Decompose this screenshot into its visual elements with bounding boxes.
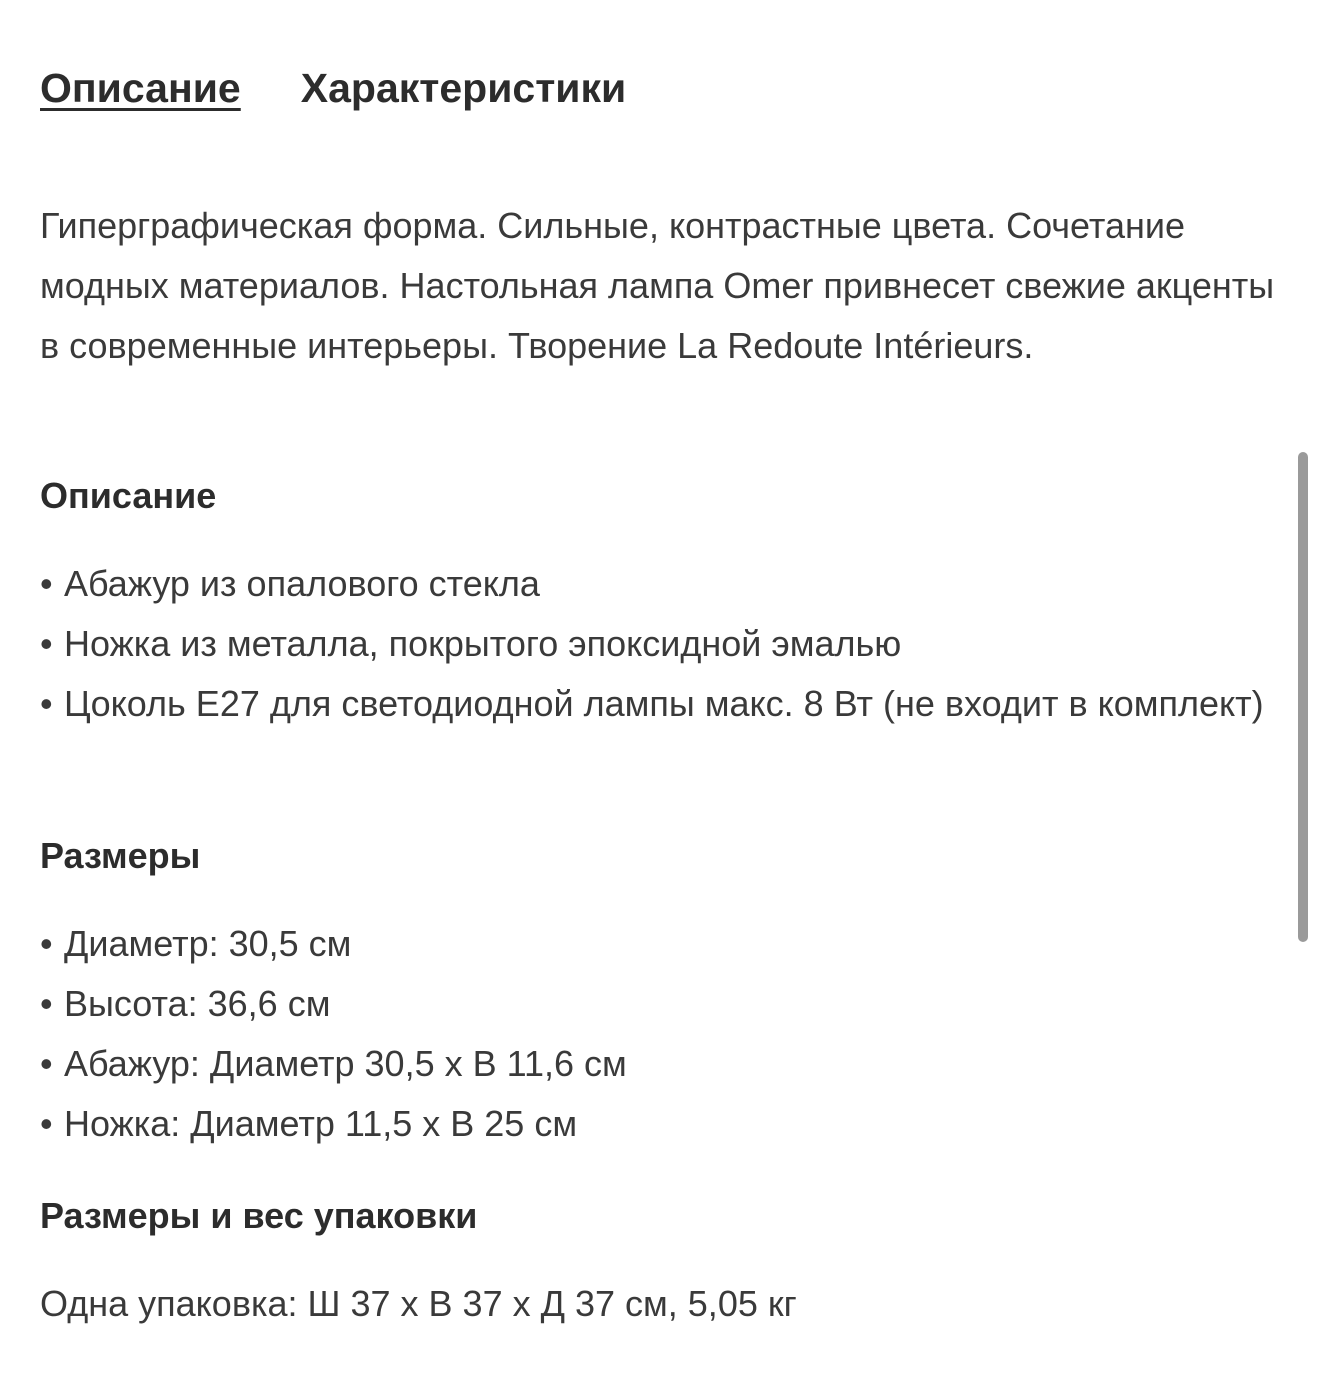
list-item	[40, 1034, 1285, 1094]
section-title-description: Описание	[40, 475, 217, 516]
list-item	[40, 914, 1285, 974]
list-item	[40, 1094, 1285, 1154]
list-item-text: Абажур: Диаметр 30,5 х В 11,6 см	[64, 1043, 627, 1084]
description-list	[40, 554, 1285, 734]
scrollbar[interactable]	[1298, 452, 1308, 942]
list-item	[40, 614, 1285, 674]
section-title-dimensions: Размеры	[40, 835, 201, 876]
list-item	[40, 974, 1285, 1034]
list-item-text: Высота: 36,6 см	[64, 983, 331, 1024]
bullet: •	[40, 1043, 53, 1084]
bullet: •	[40, 983, 53, 1024]
list-item	[40, 554, 1285, 614]
section-title-packaging: Размеры и вес упаковки	[40, 1195, 478, 1236]
tab-description[interactable]: Описание	[40, 65, 241, 111]
list-item-text: Ножка из металла, покрытого эпоксидной эмалью	[64, 623, 902, 664]
tab-bar	[40, 62, 626, 114]
bullet: •	[40, 683, 53, 724]
list-item-text: Ножка: Диаметр 11,5 х В 25 см	[64, 1103, 578, 1144]
intro-text: Гиперграфическая форма. Сильные, контрастные цвета. Сочетание модных материалов. Настольная лампа Omer привнесет свежие акценты в современные интерьеры. Творение La Redoute Intérieurs.	[40, 205, 1275, 366]
dimensions-list	[40, 914, 1285, 1154]
bullet: •	[40, 563, 53, 604]
list-item	[40, 674, 1285, 734]
list-item-text: Абажур из опалового стекла	[64, 563, 540, 604]
tab-characteristics[interactable]: Характеристики	[300, 65, 627, 111]
list-item-text: Цоколь E27 для светодиодной лампы макс. 8 Вт (не входит в комплект)	[64, 683, 1264, 724]
bullet: •	[40, 923, 53, 964]
list-item-text: Диаметр: 30,5 см	[64, 923, 352, 964]
bullet: •	[40, 1103, 53, 1144]
bullet: •	[40, 623, 53, 664]
packaging-text: Одна упаковка: Ш 37 х В 37 х Д 37 см, 5,05 кг	[40, 1283, 797, 1324]
